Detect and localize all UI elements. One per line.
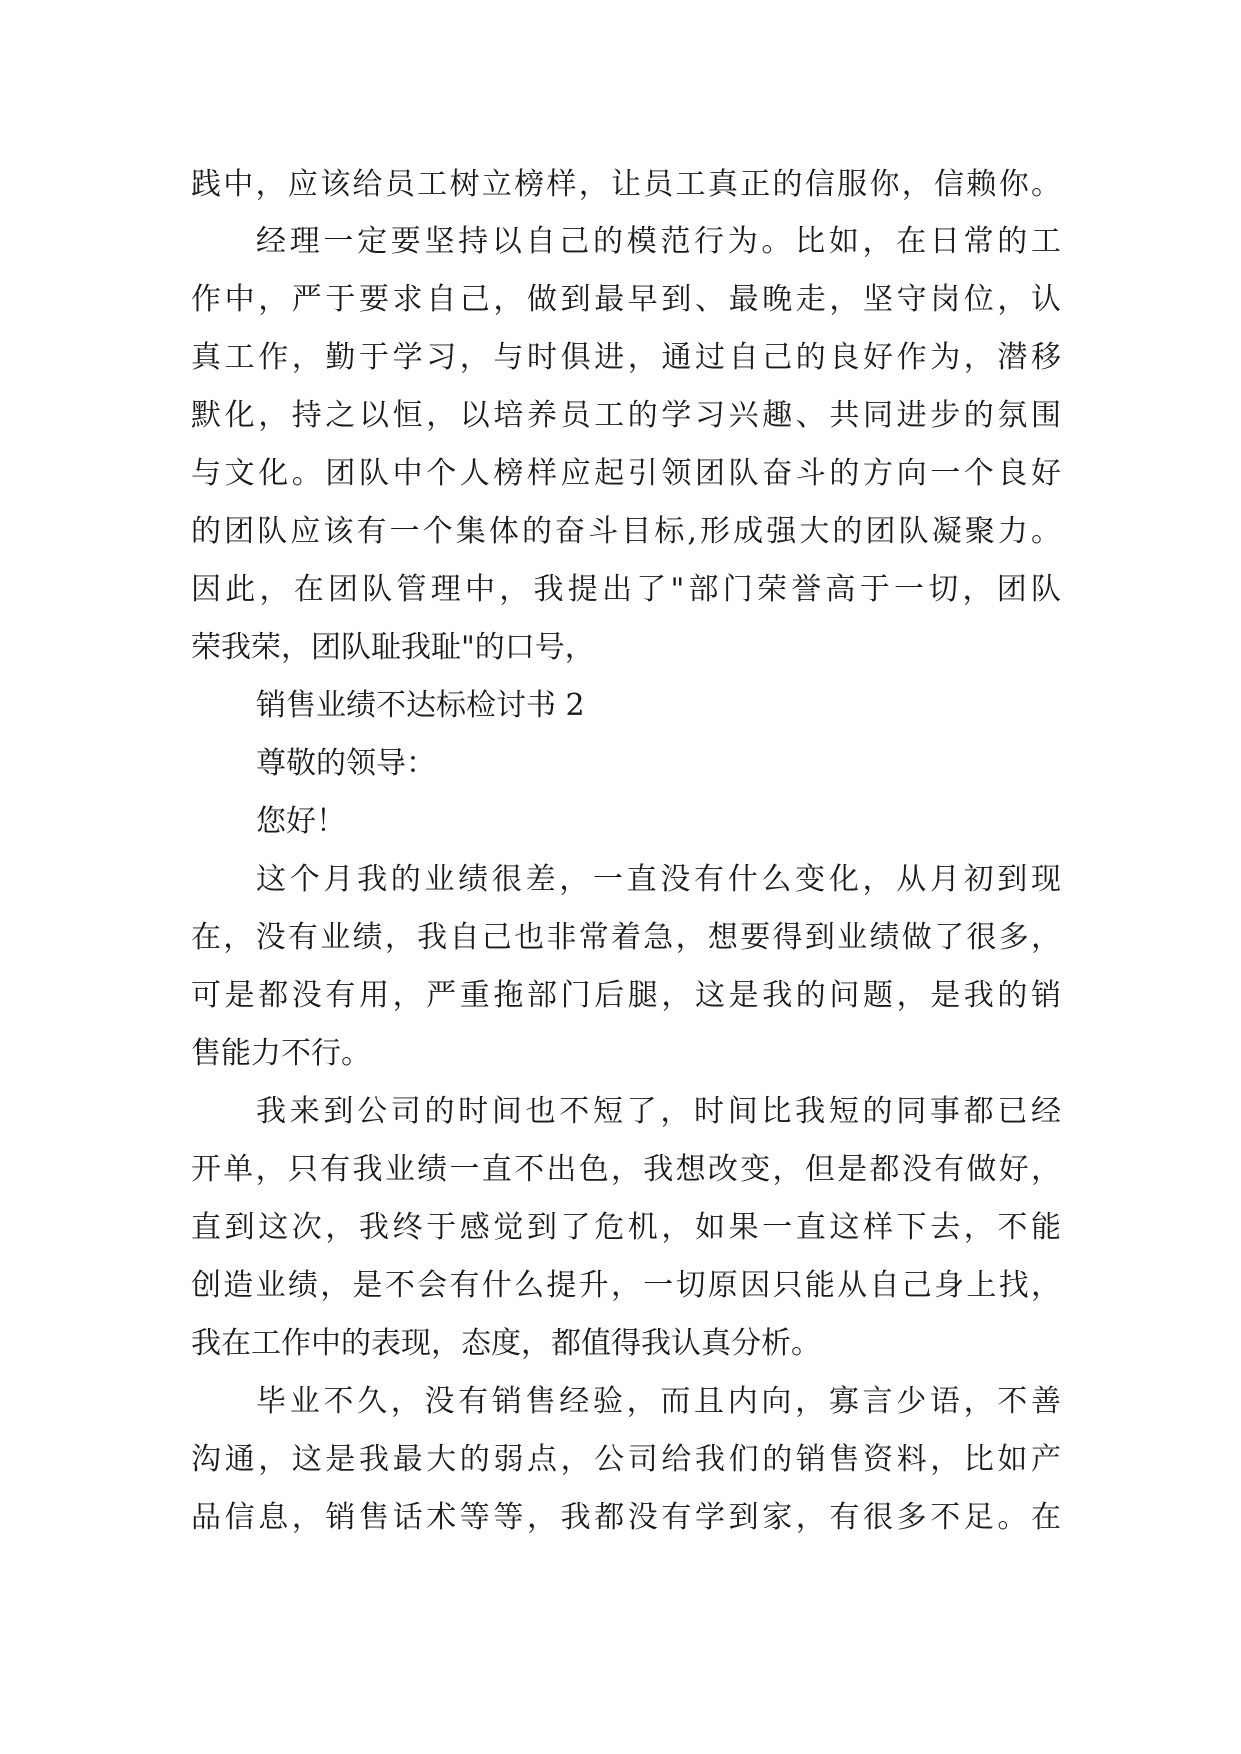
text-line: 因此，在团队管理中，我提出了"部门荣誉高于一切，团队 (191, 572, 1061, 607)
text-line: 与文化。团队中个人榜样应起引领团队奋斗的方向一个良好 (191, 456, 1061, 491)
text-line: 经理一定要坚持以自己的模范行为。比如，在日常的工 (256, 224, 1061, 259)
text-line: 作中，严于要求自己，做到最早到、最晚走，坚守岗位，认 (191, 282, 1061, 317)
text-line: 开单，只有我业绩一直不出色，我想改变，但是都没有做好， (191, 1152, 1061, 1187)
text-line: 这个月我的业绩很差，一直没有什么变化，从月初到现 (256, 862, 1061, 897)
text-line: 我在工作中的表现，态度，都值得我认真分析。 (191, 1326, 821, 1361)
text-line: 的团队应该有一个集体的奋斗目标,形成强大的团队凝聚力。 (191, 514, 1061, 549)
text-line: 真工作，勤于学习，与时俱进，通过自己的良好作为，潜移 (191, 340, 1061, 375)
text-line: 售能力不行。 (191, 1036, 371, 1071)
text-line: 我来到公司的时间也不短了，时间比我短的同事都已经 (256, 1094, 1061, 1129)
section-heading: 销售业绩不达标检讨书 2 (256, 688, 585, 723)
text-line: 在，没有业绩，我自己也非常着急，想要得到业绩做了很多， (191, 920, 1061, 955)
text-line: 毕业不久，没有销售经验，而且内向，寡言少语，不善 (256, 1384, 1061, 1419)
text-line: 沟通，这是我最大的弱点，公司给我们的销售资料，比如产 (191, 1442, 1061, 1477)
text-line: 践中，应该给员工树立榜样，让员工真正的信服你，信赖你。 (191, 167, 1061, 202)
text-line: 可是都没有用，严重拖部门后腿，这是我的问题，是我的销 (191, 978, 1061, 1013)
greeting: 您好！ (256, 804, 346, 839)
text-line: 直到这次，我终于感觉到了危机，如果一直这样下去，不能 (191, 1210, 1061, 1245)
text-line: 创造业绩，是不会有什么提升，一切原因只能从自己身上找， (191, 1268, 1061, 1303)
text-line: 默化，持之以恒，以培养员工的学习兴趣、共同进步的氛围 (191, 398, 1061, 433)
text-line: 荣我荣，团队耻我耻"的口号， (191, 630, 595, 665)
text-line: 品信息，销售话术等等，我都没有学到家，有很多不足。在 (191, 1500, 1061, 1535)
salutation: 尊敬的领导： (256, 746, 436, 781)
